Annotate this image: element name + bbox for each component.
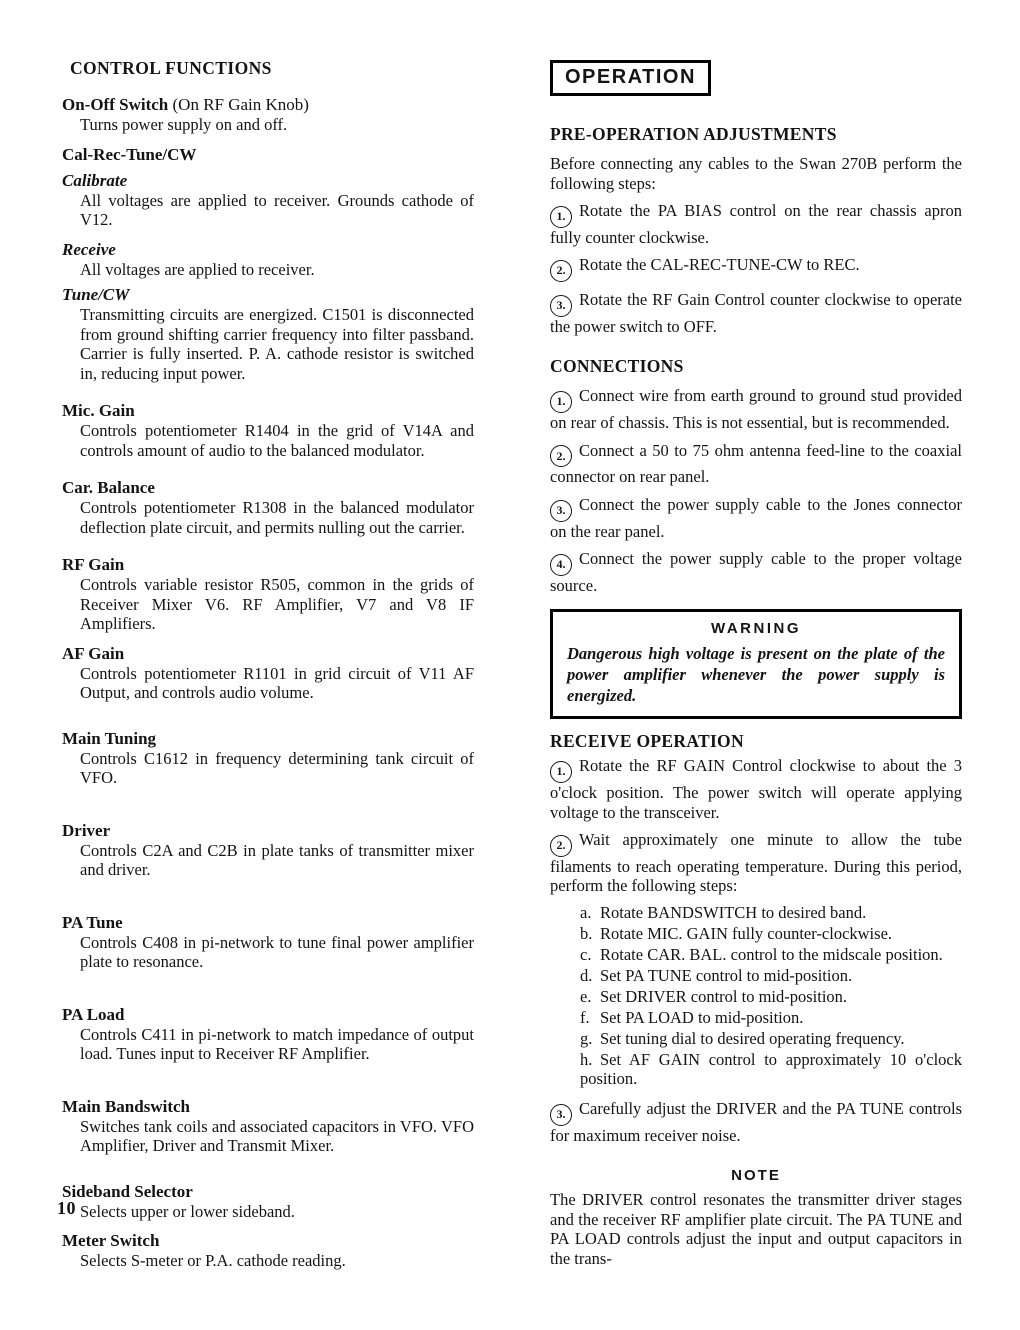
entry-term: Receive <box>62 239 116 259</box>
step-number-badge: 2. <box>550 445 572 467</box>
entry-receive <box>62 240 474 280</box>
entry-definition: Selects upper or lower sideband. <box>80 1201 295 1221</box>
entry-driver <box>62 821 474 880</box>
step-number-badge: 3. <box>550 1104 572 1126</box>
substep-text: Set PA LOAD to mid-position. <box>600 1007 804 1027</box>
substep-c: c. Rotate CAR. BAL. control to the midscale position. <box>580 944 943 964</box>
step-text: Wait approximately one minute to allow the tube filaments to reach operating temperature. During this period, perform the following steps: <box>550 830 962 896</box>
entry-af-gain <box>62 644 474 703</box>
entry-on-off-switch <box>62 95 474 135</box>
step-number-badge: 4. <box>550 554 572 576</box>
operation-banner: OPERATION <box>550 60 711 96</box>
entry-term: Car. Balance <box>62 478 155 497</box>
entry-term: Sideband Selector <box>62 1181 193 1201</box>
entry-term: PA Load <box>62 1004 125 1024</box>
entry-definition: Controls potentiometer R1308 in the balanced modulator deflection plate circuit, and permits nulling out the carrier. <box>80 498 474 537</box>
connection-step-2 <box>550 441 962 487</box>
entry-mic-gain <box>62 401 474 460</box>
step-text: Rotate the PA BIAS control on the rear chassis apron fully counter clockwise. <box>550 201 962 247</box>
substep-text: Rotate MIC. GAIN fully counter-clockwise. <box>600 923 893 943</box>
substep-text: Set PA TUNE control to mid-position. <box>600 965 853 985</box>
step-number-badge: 3. <box>550 295 572 317</box>
step-text: Rotate the RF Gain Control counter clockwise to operate the power switch to OFF. <box>550 290 962 336</box>
entry-term: Tune/CW <box>62 285 130 304</box>
step-number-badge: 1. <box>550 391 572 413</box>
warning-text: Dangerous high voltage is present on the plate of the power amplifier whenever the power supply is energized. <box>567 644 945 706</box>
warning-box <box>550 609 962 719</box>
step-text: Carefully adjust the DRIVER and the PA TUNE controls for maximum receiver noise. <box>550 1098 962 1145</box>
entry-term: Calibrate <box>62 170 128 190</box>
substep-text: Set tuning dial to desired operating frequency. <box>600 1028 905 1048</box>
entry-tune-cw <box>62 285 474 383</box>
entry-definition: Controls potentiometer R1101 in grid circuit of V11 AF Output, and controls audio volume. <box>80 663 474 702</box>
entry-definition: All voltages are applied to receiver. <box>80 259 315 279</box>
entry-definition: Controls C408 in pi-network to tune final power amplifier plate to resonance. <box>80 932 474 971</box>
connection-step-3 <box>550 495 962 541</box>
connections-heading: CONNECTIONS <box>550 356 684 377</box>
entry-definition: All voltages are applied to receiver. Grounds cathode of V12. <box>80 190 474 229</box>
entry-definition: Controls C2A and C2B in plate tanks of transmitter mixer and driver. <box>80 840 474 879</box>
receive-operation-heading: RECEIVE OPERATION <box>550 731 744 752</box>
step-number-badge: 2. <box>550 260 572 282</box>
entry-cal-rec-tune-cw <box>62 145 474 165</box>
step-number-badge: 2. <box>550 835 572 857</box>
connection-step-1 <box>550 386 962 432</box>
substep-text: Rotate BANDSWITCH to desired band. <box>600 902 867 922</box>
pre-op-step-1 <box>550 201 962 247</box>
entry-term: Main Tuning <box>62 728 157 748</box>
entry-definition: Turns power supply on and off. <box>80 115 288 134</box>
entry-rf-gain <box>62 555 474 634</box>
entry-definition: Transmitting circuits are energized. C1501 is disconnected from ground shifting carrier frequency into filter passband. Carrier is fully inserted. P. A. cathode resistor is switched in, reducing input power. <box>80 305 474 383</box>
entry-term: On-Off Switch (On RF Gain Knob) <box>62 95 309 114</box>
entry-meter-switch <box>62 1231 474 1271</box>
page-number: 10 <box>57 1198 76 1218</box>
pre-op-step-3 <box>550 290 962 336</box>
entry-definition: Controls C1612 in frequency determining tank circuit of VFO. <box>80 748 474 787</box>
warning-heading: WARNING <box>711 620 801 638</box>
step-text: Rotate the RF GAIN Control clockwise to about the 3 o'clock position. The power switch will operate applying voltage to the transceiver. <box>550 756 962 822</box>
connection-step-4 <box>550 549 962 595</box>
entry-term: Cal-Rec-Tune/CW <box>62 144 197 164</box>
entry-term: Meter Switch <box>62 1231 160 1250</box>
entry-term: RF Gain <box>62 555 125 574</box>
step-text: Connect the power supply cable to the Jones connector on the rear panel. <box>550 494 962 541</box>
note-heading: NOTE <box>731 1167 781 1184</box>
step-number-badge: 3. <box>550 500 572 522</box>
entry-definition: Controls variable resistor R505, common in the grids of Receiver Mixer V6. RF Amplifier, V7 and V8 IF Amplifiers. <box>80 575 474 633</box>
entry-definition: Controls potentiometer R1404 in the grid of V14A and controls amount of audio to the balanced modulator. <box>80 421 474 460</box>
step-text: Connect the power supply cable to the proper voltage source. <box>550 549 962 595</box>
receive-step-1 <box>550 756 962 822</box>
substep-d: d. Set PA TUNE control to mid-position. <box>580 965 853 985</box>
step-number-badge: 1. <box>550 761 572 783</box>
control-functions-heading: CONTROL FUNCTIONS <box>70 58 272 78</box>
pre-operation-heading: PRE-OPERATION ADJUSTMENTS <box>550 124 837 144</box>
substep-g: g. Set tuning dial to desired operating frequency. <box>580 1028 905 1048</box>
substep-text: Set AF GAIN control to approximately 10 o'clock position. <box>580 1049 962 1089</box>
substep-text: Set DRIVER control to mid-position. <box>600 986 848 1006</box>
entry-term: Mic. Gain <box>62 401 135 420</box>
step-number-badge: 1. <box>550 206 572 228</box>
step-text: Rotate the CAL-REC-TUNE-CW to REC. <box>579 255 860 275</box>
step-text: Connect a 50 to 75 ohm antenna feed-line to the coaxial connector on rear panel. <box>550 440 962 487</box>
entry-definition: Switches tank coils and associated capacitors in VFO. VFO Amplifier, Driver and Transmit Mixer. <box>80 1116 474 1155</box>
entry-pa-load <box>62 1005 474 1064</box>
substep-a: a. Rotate BANDSWITCH to desired band. <box>580 902 867 922</box>
receive-step-2 <box>550 830 962 896</box>
entry-sideband-selector <box>62 1182 474 1222</box>
entry-term: AF Gain <box>62 643 125 663</box>
entry-term: Main Bandswitch <box>62 1096 190 1116</box>
entry-car-balance <box>62 478 474 537</box>
substep-b: b. Rotate MIC. GAIN fully counter-clockwise. <box>580 923 893 943</box>
substep-text: Rotate CAR. BAL. control to the midscale position. <box>600 944 943 964</box>
entry-main-tuning <box>62 729 474 788</box>
substep-e: e. Set DRIVER control to mid-position. <box>580 986 848 1006</box>
entry-main-bandswitch <box>62 1097 474 1156</box>
entry-pa-tune <box>62 913 474 972</box>
control-functions-column <box>62 58 474 1271</box>
entry-term: PA Tune <box>62 912 123 932</box>
entry-term: Driver <box>62 820 111 840</box>
receive-substeps <box>550 903 962 1089</box>
pre-op-step-2 <box>550 255 962 282</box>
receive-step-3 <box>550 1099 962 1145</box>
note-text: The DRIVER control resonates the transmitter driver stages and the receiver RF amplifier plate circuit. The PA TUNE and PA LOAD controls adjust the input and output capacitors in the trans- <box>550 1190 962 1268</box>
entry-calibrate <box>62 171 474 230</box>
step-text: Connect wire from earth ground to ground stud provided on rear of chassis. This is not essential, but is recommended. <box>550 386 962 432</box>
substep-h: h. Set AF GAIN control to approximately 10 o'clock position. <box>580 1049 962 1089</box>
entry-definition: Controls C411 in pi-network to match impedance of output load. Tunes input to Receiver RF Amplifier. <box>80 1024 474 1063</box>
substep-f: f. Set PA LOAD to mid-position. <box>580 1007 804 1027</box>
entry-definition: Selects S-meter or P.A. cathode reading. <box>80 1251 346 1270</box>
operation-column <box>550 60 962 1268</box>
pre-operation-intro: Before connecting any cables to the Swan 270B perform the following steps: <box>550 154 962 193</box>
